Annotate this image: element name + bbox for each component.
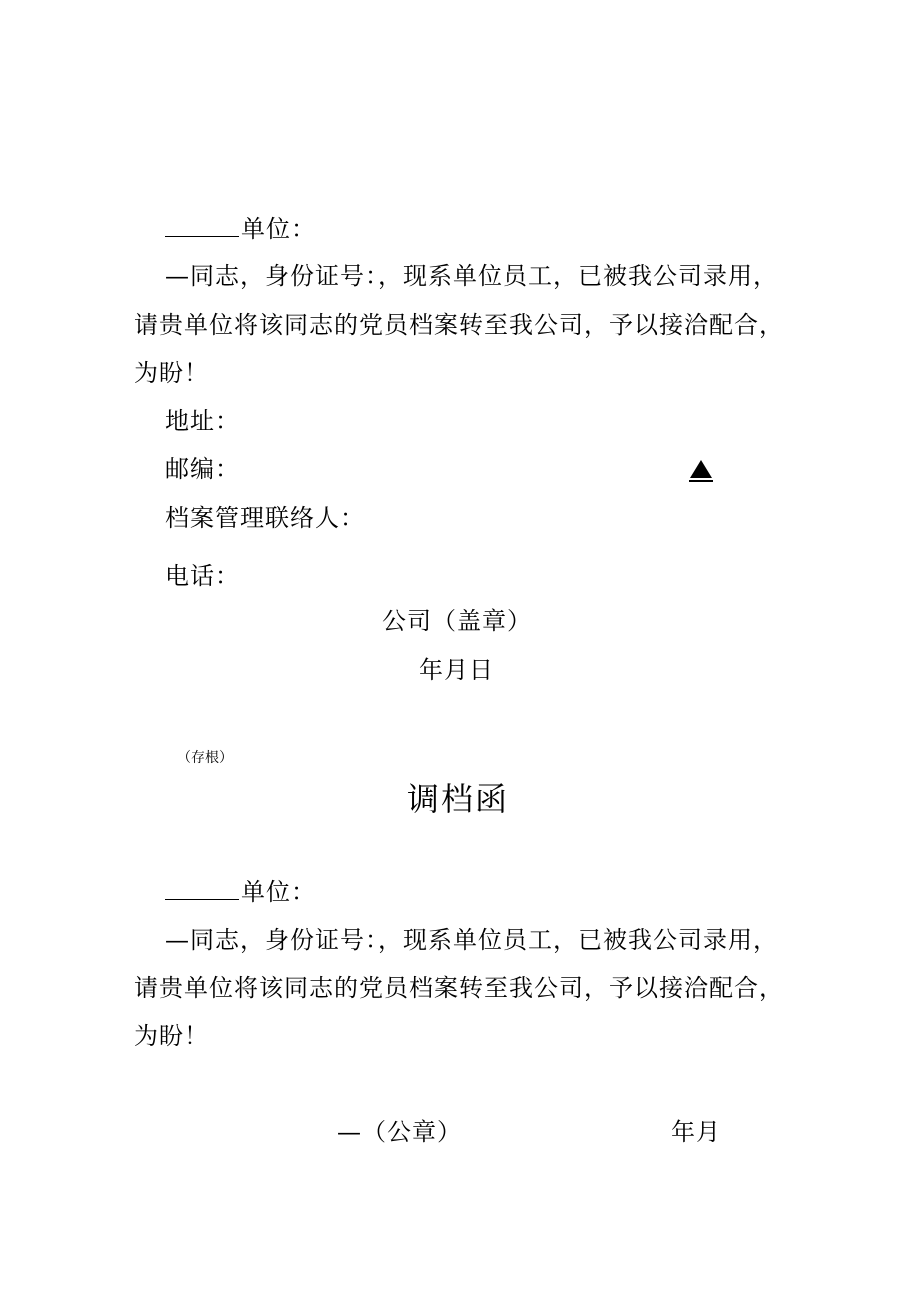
company-seal-text: 公司（盖章） [382,607,532,635]
stub-paragraph-line-2: 请贵单位将该同志的党员档案转至我公司，予以接洽配合， [134,974,784,1002]
stub-title: 调档函 [407,780,510,818]
letter-date: 年月日 [419,656,494,684]
stub-salutation [165,877,316,907]
letter-paragraph-line-1: —同志，身份证号：，现系单位员工，已被我公司录用， [165,262,778,290]
contact-label: 档案管理联络人： [165,504,365,532]
stub-paragraph-line-1: —同志，身份证号：，现系单位员工，已被我公司录用， [165,926,778,954]
letter-paragraph-line-2: 请贵单位将该同志的党员档案转至我公司，予以接洽配合， [134,311,784,339]
triangle-up-icon [688,458,714,484]
unit-name-blank [165,216,239,237]
letter-paragraph-line-3: 为盼！ [134,359,209,387]
stub-seal-text: —（公章） [337,1118,462,1146]
salutation-suffix: 单位： [241,878,316,906]
postcode-label: 邮编： [165,455,240,483]
stub-date: 年月 [671,1118,721,1146]
address-label: 地址： [165,407,240,435]
letter-salutation [165,214,316,244]
unit-name-blank [165,879,239,900]
stub-paragraph-line-3: 为盼！ [134,1022,209,1050]
salutation-suffix: 单位： [241,215,316,243]
phone-label: 电话： [165,562,240,590]
stub-label: （存根） [177,750,233,766]
